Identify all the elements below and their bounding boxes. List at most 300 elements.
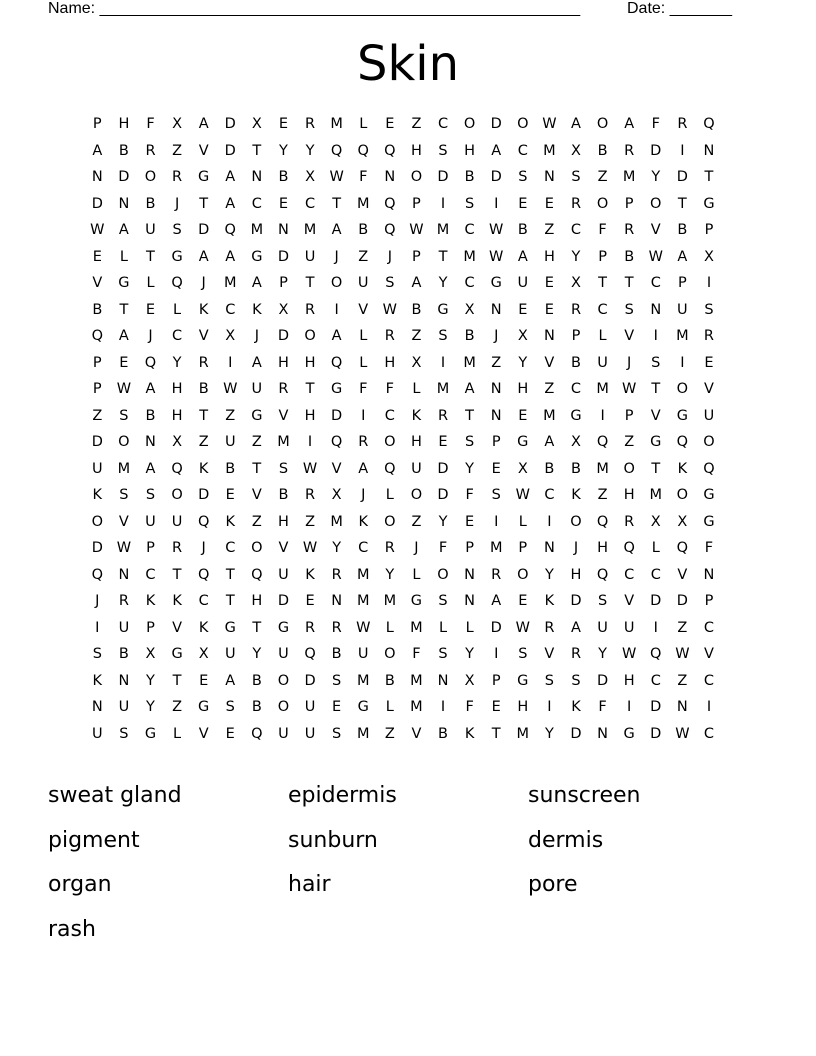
grid-letter: Z bbox=[624, 434, 635, 451]
grid-letter: J bbox=[573, 540, 579, 557]
grid-letter: M bbox=[356, 566, 370, 583]
grid-letter: X bbox=[331, 487, 342, 504]
grid-letter: Q bbox=[197, 566, 210, 583]
grid-letter: U bbox=[224, 434, 236, 451]
grid-letter: O bbox=[277, 699, 290, 716]
grid-letter: C bbox=[570, 222, 582, 239]
grid-letter: E bbox=[704, 354, 714, 371]
grid-letter: B bbox=[198, 381, 209, 398]
grid-letter: N bbox=[384, 169, 396, 186]
grid-letter: Q bbox=[384, 460, 396, 477]
grid-letter: V bbox=[92, 275, 103, 292]
grid-letter: U bbox=[703, 407, 715, 424]
grid-letter: M bbox=[383, 593, 397, 610]
grid-letter: G bbox=[517, 434, 529, 451]
grid-letter: B bbox=[384, 672, 395, 689]
grid-letter: M bbox=[356, 725, 370, 742]
grid-letter: L bbox=[119, 248, 128, 265]
grid-letter: W bbox=[302, 540, 318, 557]
grid-letter: N bbox=[543, 169, 555, 186]
word-list-item: sunburn bbox=[288, 827, 378, 853]
grid-letter: S bbox=[438, 328, 448, 345]
grid-letter: D bbox=[490, 169, 502, 186]
grid-letter: Q bbox=[251, 725, 263, 742]
grid-letter: I bbox=[706, 699, 712, 716]
grid-letter: G bbox=[251, 407, 263, 424]
grid-letter: F bbox=[438, 540, 448, 557]
grid-letter: S bbox=[518, 169, 528, 186]
grid-letter: K bbox=[172, 593, 182, 610]
grid-letter: X bbox=[703, 248, 714, 265]
grid-letter: Y bbox=[146, 672, 155, 689]
grid-letter: O bbox=[384, 646, 396, 663]
grid-letter: I bbox=[494, 513, 499, 530]
grid-letter: S bbox=[704, 301, 714, 318]
grid-letter: D bbox=[304, 672, 316, 689]
grid-letter: D bbox=[224, 142, 236, 159]
grid-letter: T bbox=[199, 195, 209, 212]
grid-letter: V bbox=[198, 142, 209, 159]
grid-letter: Y bbox=[544, 566, 554, 583]
grid-letter: G bbox=[676, 407, 688, 424]
grid-letter: J bbox=[201, 540, 206, 557]
grid-letter: O bbox=[118, 434, 130, 451]
grid-letter: Z bbox=[92, 407, 103, 424]
grid-letter: U bbox=[278, 725, 289, 742]
grid-letter: Q bbox=[596, 434, 609, 451]
word-list-item: rash bbox=[48, 916, 96, 942]
word-list-item: pigment bbox=[48, 827, 140, 853]
grid-letter: Z bbox=[597, 487, 608, 504]
grid-letter: G bbox=[118, 275, 130, 292]
grid-letter: Q bbox=[623, 540, 635, 557]
grid-letter: G bbox=[357, 699, 369, 716]
grid-letter: C bbox=[358, 540, 369, 557]
grid-letter: N bbox=[145, 434, 156, 451]
grid-letter: F bbox=[465, 487, 474, 504]
grid-letter: N bbox=[118, 566, 130, 583]
grid-letter: A bbox=[118, 328, 129, 345]
grid-letter: S bbox=[438, 142, 448, 159]
grid-letter: V bbox=[278, 540, 289, 557]
grid-letter: A bbox=[251, 354, 262, 371]
grid-letter: Z bbox=[225, 407, 236, 424]
grid-letter: D bbox=[331, 407, 343, 424]
grid-letter: S bbox=[491, 487, 501, 504]
grid-letter: U bbox=[304, 248, 316, 265]
grid-letter: D bbox=[277, 328, 290, 345]
grid-letter: D bbox=[224, 116, 236, 133]
grid-letter: P bbox=[146, 540, 155, 557]
grid-letter: J bbox=[334, 248, 339, 265]
grid-letter: E bbox=[145, 301, 156, 318]
grid-letter: D bbox=[198, 487, 210, 504]
grid-letter: E bbox=[491, 460, 501, 477]
grid-letter: L bbox=[359, 354, 368, 371]
grid-letter: Q bbox=[91, 566, 103, 583]
grid-letter: D bbox=[676, 593, 688, 610]
grid-letter: M bbox=[543, 407, 556, 424]
grid-letter: Q bbox=[703, 460, 715, 477]
grid-letter: O bbox=[171, 487, 183, 504]
grid-letter: S bbox=[145, 487, 156, 504]
grid-letter: Q bbox=[330, 434, 343, 451]
grid-letter: X bbox=[517, 328, 528, 345]
grid-letter: O bbox=[596, 116, 609, 133]
grid-letter: W bbox=[382, 301, 397, 318]
grid-letter: B bbox=[358, 222, 369, 239]
grid-letter: A bbox=[358, 460, 369, 477]
grid-letter: K bbox=[92, 672, 103, 689]
grid-letter: E bbox=[332, 699, 342, 716]
grid-letter: W bbox=[675, 725, 690, 742]
grid-letter: L bbox=[385, 619, 394, 636]
grid-letter: N bbox=[597, 725, 608, 742]
grid-letter: G bbox=[144, 725, 157, 742]
grid-letter: E bbox=[278, 116, 289, 133]
grid-letter: D bbox=[650, 725, 662, 742]
grid-letter: W bbox=[648, 248, 663, 265]
grid-letter: A bbox=[145, 381, 156, 398]
grid-letter: T bbox=[598, 275, 607, 292]
grid-letter: T bbox=[305, 275, 315, 292]
grid-letter: U bbox=[597, 354, 608, 371]
grid-letter: R bbox=[624, 222, 635, 239]
grid-letter: G bbox=[410, 593, 423, 610]
grid-letter: L bbox=[385, 699, 394, 716]
grid-letter: G bbox=[198, 169, 210, 186]
grid-letter: A bbox=[251, 275, 262, 292]
grid-letter: V bbox=[703, 646, 714, 663]
grid-letter: Z bbox=[198, 434, 209, 451]
grid-letter: E bbox=[92, 248, 102, 265]
grid-letter: U bbox=[91, 725, 103, 742]
grid-letter: N bbox=[703, 142, 715, 159]
grid-letter: I bbox=[653, 328, 658, 345]
grid-letter: D bbox=[676, 169, 688, 186]
grid-letter: R bbox=[172, 169, 183, 186]
grid-letter: Q bbox=[330, 354, 343, 371]
grid-letter: E bbox=[518, 407, 528, 424]
grid-letter: S bbox=[465, 434, 475, 451]
grid-letter: R bbox=[145, 142, 156, 159]
grid-letter: V bbox=[172, 619, 183, 636]
grid-letter: V bbox=[411, 725, 422, 742]
grid-letter: Q bbox=[91, 328, 103, 345]
grid-letter: Q bbox=[171, 460, 183, 477]
grid-letter: R bbox=[384, 540, 395, 557]
grid-letter: Q bbox=[384, 142, 396, 159]
grid-letter: Z bbox=[411, 328, 422, 345]
grid-letter: N bbox=[490, 407, 502, 424]
grid-letter: E bbox=[225, 487, 235, 504]
grid-letter: M bbox=[463, 354, 476, 371]
grid-letter: W bbox=[622, 381, 637, 398]
grid-letter: M bbox=[250, 222, 264, 239]
grid-letter: S bbox=[119, 725, 129, 742]
grid-letter: H bbox=[171, 407, 183, 424]
grid-letter: W bbox=[489, 248, 504, 265]
grid-letter: U bbox=[357, 646, 369, 663]
grid-letter: N bbox=[703, 566, 715, 583]
grid-letter: I bbox=[494, 646, 499, 663]
grid-letter: X bbox=[571, 142, 581, 159]
grid-letter: O bbox=[330, 275, 343, 292]
grid-letter: B bbox=[251, 699, 262, 716]
grid-letter: R bbox=[118, 593, 129, 610]
grid-letter: E bbox=[518, 593, 528, 610]
grid-letter: M bbox=[596, 460, 609, 477]
grid-letter: S bbox=[571, 672, 581, 689]
grid-letter: D bbox=[277, 593, 290, 610]
grid-letter: I bbox=[494, 195, 499, 212]
grid-letter: L bbox=[438, 619, 448, 636]
grid-letter: E bbox=[199, 672, 209, 689]
grid-letter: K bbox=[225, 513, 236, 530]
grid-letter: D bbox=[91, 434, 103, 451]
grid-letter: E bbox=[544, 275, 554, 292]
grid-letter: M bbox=[489, 540, 503, 557]
grid-letter: M bbox=[410, 619, 423, 636]
grid-letter: U bbox=[304, 725, 316, 742]
grid-letter: Y bbox=[465, 460, 475, 477]
grid-letter: K bbox=[198, 460, 209, 477]
grid-letter: N bbox=[490, 381, 502, 398]
grid-letter: E bbox=[544, 195, 554, 212]
grid-letter: S bbox=[438, 593, 448, 610]
grid-letter: I bbox=[547, 699, 552, 716]
grid-letter: L bbox=[651, 540, 660, 557]
grid-letter: A bbox=[571, 116, 581, 133]
grid-letter: U bbox=[278, 566, 289, 583]
grid-letter: Q bbox=[596, 566, 609, 583]
grid-letter: E bbox=[465, 513, 475, 530]
grid-letter: C bbox=[544, 487, 555, 504]
grid-letter: N bbox=[118, 195, 130, 212]
grid-letter: Q bbox=[144, 354, 157, 371]
grid-letter: B bbox=[145, 195, 156, 212]
grid-letter: F bbox=[465, 699, 474, 716]
grid-letter: F bbox=[385, 381, 394, 398]
grid-letter: W bbox=[409, 222, 424, 239]
grid-letter: Q bbox=[304, 646, 316, 663]
grid-letter: Z bbox=[597, 169, 608, 186]
grid-letter: Y bbox=[598, 646, 607, 663]
grid-letter: J bbox=[414, 540, 419, 557]
grid-letter: W bbox=[90, 222, 105, 239]
grid-letter: Z bbox=[172, 699, 183, 716]
grid-letter: F bbox=[598, 222, 607, 239]
grid-letter: C bbox=[225, 540, 236, 557]
grid-letter: D bbox=[650, 593, 662, 610]
grid-letter: R bbox=[384, 328, 395, 345]
grid-letter: A bbox=[571, 619, 581, 636]
grid-letter: B bbox=[225, 460, 236, 477]
page-title: Skin bbox=[356, 36, 460, 92]
grid-letter: O bbox=[570, 513, 582, 530]
grid-letter: B bbox=[331, 646, 342, 663]
grid-letter: C bbox=[464, 222, 475, 239]
grid-letter: Z bbox=[491, 354, 502, 371]
grid-letter: D bbox=[490, 116, 502, 133]
grid-letter: D bbox=[490, 619, 502, 636]
grid-letter: H bbox=[623, 487, 635, 504]
grid-letter: B bbox=[464, 169, 475, 186]
grid-letter: N bbox=[91, 169, 103, 186]
grid-letter: N bbox=[543, 540, 555, 557]
grid-letter: K bbox=[464, 725, 475, 742]
grid-letter: N bbox=[490, 301, 502, 318]
grid-letter: L bbox=[518, 513, 527, 530]
grid-letter: G bbox=[331, 381, 343, 398]
grid-letter: P bbox=[146, 619, 155, 636]
grid-letter: H bbox=[304, 407, 316, 424]
grid-letter: M bbox=[649, 487, 663, 504]
grid-letter: R bbox=[278, 381, 289, 398]
grid-letter: I bbox=[440, 195, 446, 212]
grid-letter: T bbox=[146, 248, 155, 265]
grid-letter: G bbox=[171, 646, 183, 663]
grid-letter: H bbox=[464, 142, 476, 159]
grid-letter: L bbox=[598, 328, 607, 345]
grid-letter: V bbox=[544, 354, 555, 371]
grid-letter: P bbox=[677, 275, 687, 292]
word-list bbox=[48, 778, 768, 956]
grid-letter: V bbox=[544, 646, 555, 663]
grid-letter: I bbox=[547, 513, 552, 530]
grid-letter: T bbox=[225, 593, 235, 610]
grid-letter: U bbox=[145, 513, 156, 530]
grid-letter: X bbox=[172, 434, 183, 451]
grid-letter: X bbox=[305, 169, 316, 186]
grid-letter: V bbox=[251, 487, 262, 504]
grid-letter: Y bbox=[385, 566, 395, 583]
grid-letter: O bbox=[251, 540, 263, 557]
grid-letter: R bbox=[570, 301, 582, 318]
word-list-item: dermis bbox=[528, 827, 604, 853]
grid-letter: D bbox=[570, 593, 582, 610]
grid-letter: D bbox=[91, 195, 103, 212]
grid-letter: W bbox=[302, 460, 318, 477]
grid-letter: V bbox=[677, 566, 688, 583]
grid-letter: F bbox=[598, 699, 607, 716]
grid-letter: C bbox=[597, 301, 608, 318]
grid-letter: Z bbox=[677, 619, 688, 636]
grid-letter: T bbox=[651, 460, 661, 477]
grid-letter: M bbox=[224, 275, 237, 292]
grid-letter: O bbox=[517, 116, 529, 133]
grid-letter: S bbox=[438, 646, 448, 663]
grid-letter: A bbox=[544, 434, 555, 451]
grid-letter: C bbox=[517, 142, 528, 159]
grid-letter: D bbox=[437, 487, 449, 504]
grid-letter: Y bbox=[518, 354, 528, 371]
word-list-item: sunscreen bbox=[528, 783, 641, 808]
grid-letter: V bbox=[198, 328, 209, 345]
grid-letter: T bbox=[624, 275, 634, 292]
grid-letter: I bbox=[600, 407, 605, 424]
grid-letter: B bbox=[624, 248, 635, 265]
grid-letter: R bbox=[358, 434, 369, 451]
grid-letter: Y bbox=[252, 646, 262, 663]
grid-letter: H bbox=[171, 381, 183, 398]
word-list-item: organ bbox=[48, 872, 112, 897]
grid-letter: B bbox=[677, 222, 688, 239]
grid-letter: L bbox=[385, 487, 394, 504]
grid-letter: R bbox=[624, 513, 635, 530]
grid-letter: G bbox=[650, 434, 662, 451]
grid-letter: X bbox=[145, 646, 156, 663]
grid-letter: R bbox=[331, 619, 342, 636]
grid-letter: Q bbox=[251, 566, 263, 583]
grid-letter: B bbox=[517, 222, 528, 239]
grid-letter: Q bbox=[171, 275, 183, 292]
grid-letter: P bbox=[92, 354, 102, 371]
grid-letter: H bbox=[570, 566, 582, 583]
grid-letter: B bbox=[438, 725, 448, 742]
grid-letter: H bbox=[384, 354, 396, 371]
grid-letter: O bbox=[384, 434, 396, 451]
grid-letter: J bbox=[174, 195, 180, 212]
grid-letter: S bbox=[278, 460, 289, 477]
grid-letter: N bbox=[676, 699, 688, 716]
grid-letter: H bbox=[278, 354, 289, 371]
grid-letter: C bbox=[172, 328, 183, 345]
grid-letter: U bbox=[171, 513, 183, 530]
grid-letter: A bbox=[225, 195, 236, 212]
grid-letter: K bbox=[305, 566, 315, 583]
grid-letter: M bbox=[596, 381, 609, 398]
grid-letter: Z bbox=[544, 222, 555, 239]
grid-letter: P bbox=[598, 248, 607, 265]
grid-letter: Q bbox=[650, 646, 662, 663]
grid-letter: N bbox=[464, 566, 476, 583]
grid-letter: D bbox=[91, 540, 103, 557]
grid-letter: W bbox=[542, 116, 557, 133]
grid-letter: T bbox=[172, 566, 182, 583]
grid-letter: B bbox=[464, 328, 475, 345]
grid-letter: Y bbox=[465, 646, 475, 663]
grid-letter: C bbox=[145, 566, 156, 583]
grid-letter: V bbox=[624, 593, 635, 610]
grid-letter: H bbox=[543, 248, 555, 265]
grid-letter: Z bbox=[544, 381, 555, 398]
word-list-item: hair bbox=[288, 872, 331, 897]
grid-letter: W bbox=[622, 646, 637, 663]
grid-letter: N bbox=[543, 328, 555, 345]
grid-letter: O bbox=[596, 195, 609, 212]
grid-letter: L bbox=[146, 275, 155, 292]
grid-letter: R bbox=[172, 540, 183, 557]
grid-letter: B bbox=[571, 460, 581, 477]
grid-letter: G bbox=[703, 487, 715, 504]
grid-letter: R bbox=[624, 142, 635, 159]
grid-letter: A bbox=[331, 222, 342, 239]
grid-letter: C bbox=[251, 195, 262, 212]
grid-letter: R bbox=[305, 619, 316, 636]
grid-letter: I bbox=[307, 434, 313, 451]
grid-letter: U bbox=[597, 619, 608, 636]
grid-letter: K bbox=[411, 407, 422, 424]
grid-letter: O bbox=[437, 566, 449, 583]
grid-letter: Z bbox=[384, 725, 395, 742]
grid-letter: Y bbox=[438, 513, 448, 530]
grid-letter: O bbox=[410, 487, 423, 504]
grid-letter: H bbox=[410, 434, 422, 451]
grid-letter: H bbox=[517, 699, 529, 716]
grid-letter: Z bbox=[251, 513, 262, 530]
grid-letter: S bbox=[465, 195, 475, 212]
